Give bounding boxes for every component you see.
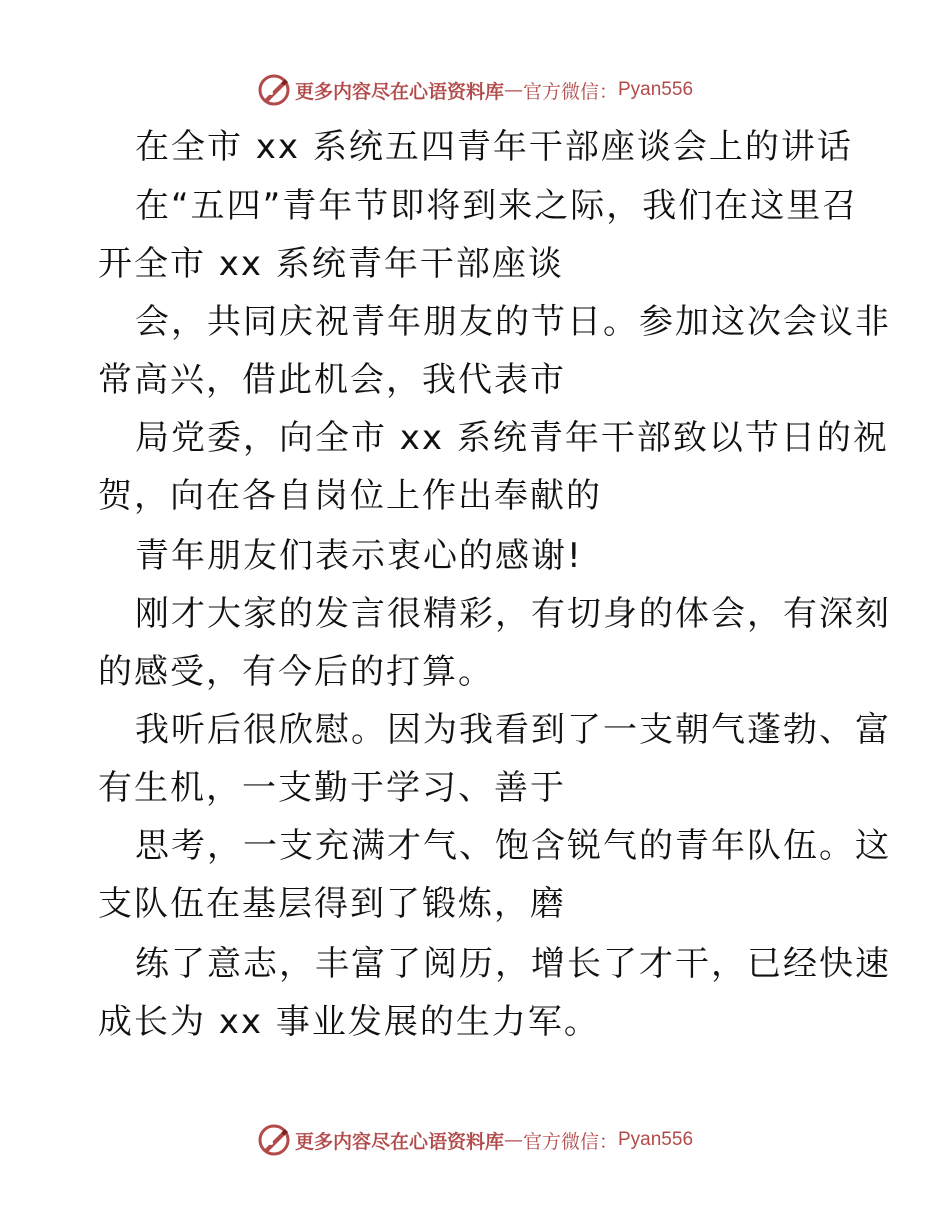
paragraph-line: 我听后很欣慰。因为我看到了一支朝气蓬勃、富 [135, 710, 891, 750]
paragraph-line: 的感受，有今后的打算。 [98, 652, 494, 692]
paragraph-line: 局党委，向全市 xx 系统青年干部致以节日的祝 [135, 418, 889, 458]
footer-banner [0, 1120, 950, 1160]
banner-main-text: 更多内容尽在心语资料库 [294, 1130, 504, 1153]
paragraph-line: 开全市 xx 系统青年干部座谈 [98, 244, 564, 284]
document-title: 在全市 xx 系统五四青年干部座谈会上的讲话 [135, 127, 853, 167]
pen-logo-icon [257, 1123, 291, 1157]
banner-sub-text: 官方微信： [522, 80, 618, 103]
paragraph-line: 会，共同庆祝青年朋友的节日。参加这次会议非 [135, 302, 891, 342]
banner-main-text: 更多内容尽在心语资料库 [294, 80, 504, 103]
banner-wechat-id: Pyan556 [618, 79, 694, 100]
header-banner [0, 70, 950, 110]
banner-wechat-id: Pyan556 [618, 1129, 694, 1150]
paragraph-line: 常高兴，借此机会，我代表市 [98, 360, 566, 400]
paragraph-line: 贺，向在各自岗位上作出奉献的 [98, 476, 602, 516]
paragraph-line: 成长为 xx 事业发展的生力军。 [98, 1002, 600, 1042]
paragraph-line: 刚才大家的发言很精彩，有切身的体会，有深刻 [135, 594, 891, 634]
paragraph-line: 思考，一支充满才气、饱含锐气的青年队伍。这 [135, 826, 891, 866]
paragraph-line: 练了意志，丰富了阅历，增长了才干，已经快速 [135, 944, 891, 984]
paragraph-line: 在“五四”青年节即将到来之际，我们在这里召 [135, 186, 859, 226]
banner-dash: — [503, 79, 523, 101]
paragraph-line: 有生机，一支勤于学习、善于 [98, 768, 566, 808]
paragraph-line: 青年朋友们表示衷心的感谢! [135, 536, 583, 576]
banner-sub-text: 官方微信： [522, 1130, 618, 1153]
paragraph-line: 支队伍在基层得到了锻炼，磨 [98, 884, 566, 924]
banner-dash: — [503, 1129, 523, 1151]
pen-logo-icon [257, 73, 291, 107]
